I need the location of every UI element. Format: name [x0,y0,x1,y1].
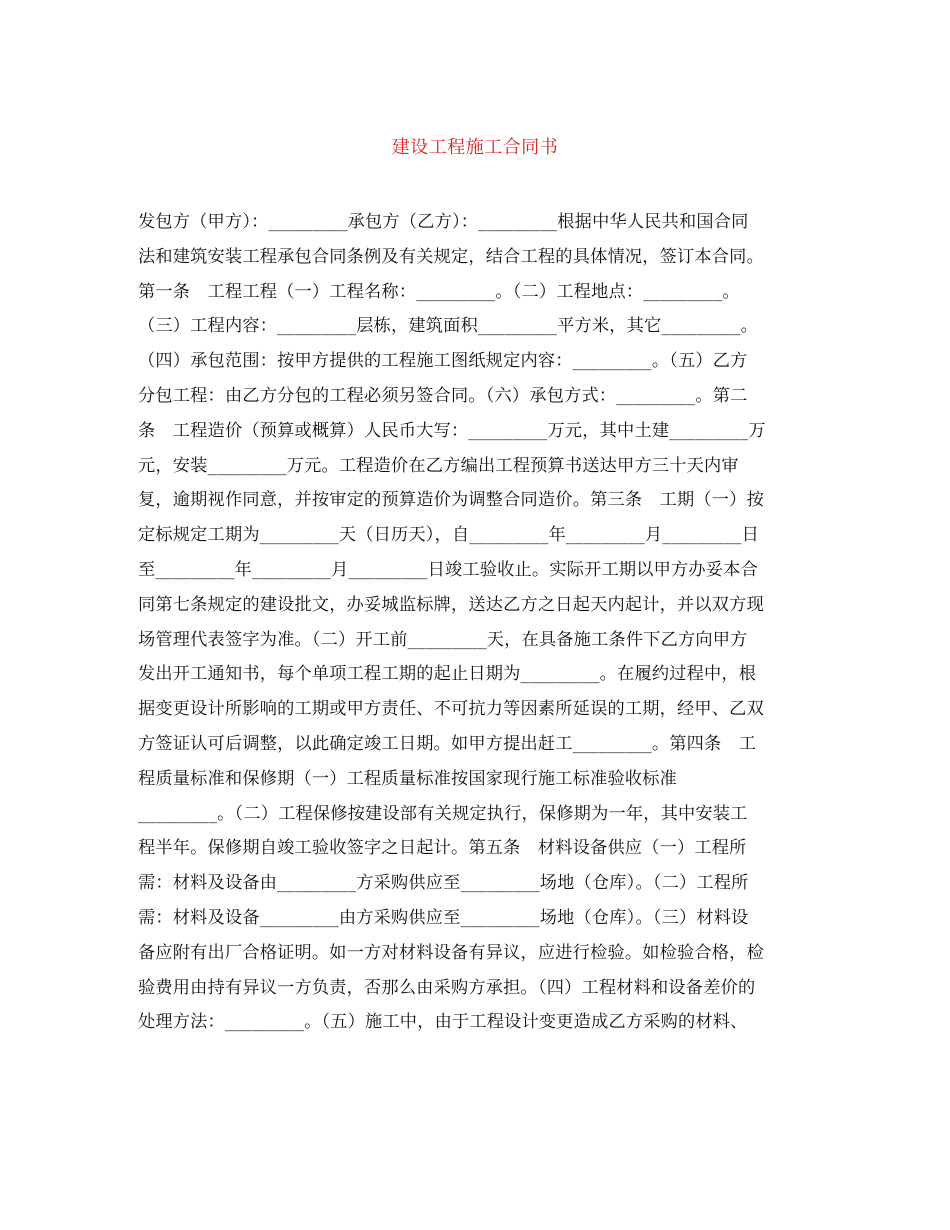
body-line: 备应附有出厂合格证明。如一方对材料设备有异议，应进行检验。如检验合格，检 [138,942,764,963]
body-line: （四）承包范围：按甲方提供的工程施工图纸规定内容：_________。（五）乙方 [138,351,748,372]
body-line: 验费用由持有异议一方负责，否那么由采购方承担。（四）工程材料和设备差价的 [138,977,756,998]
body-line: 场管理代表签字为准。（二）开工前_________天，在具备施工条件下乙方向甲方 [138,629,748,650]
body-line: 定标规定工期为_________天（日历天），自_________年_________月_________日 [138,525,759,546]
body-line: 元，安装_________万元。工程造价在乙方编出工程预算书送达甲方三十天内审 [138,455,739,476]
body-line: 方签证认可后调整，以此确定竣工日期。如甲方提出赶工_________。第四条 工 [138,733,757,754]
body-line: _________。（二）工程保修按建设部有关规定执行，保修期为一年，其中安装工 [138,803,748,824]
body-line: 需：材料及设备由_________方采购供应至_________场地（仓库）。（二）工程所 [138,873,749,894]
body-line: 需：材料及设备_________由方采购供应至_________场地（仓库）。（三）材料设 [138,907,749,928]
body-line: 至_________年_________月_________日竣工验收止。实际开工期以甲方办妥本合 [138,559,758,580]
document-title: 建设工程施工合同书 [391,137,559,158]
body-line: 据变更设计所影响的工期或甲方责任、不可抗力等因素所延误的工期，经甲、乙双 [138,699,764,720]
body-line: 第一条 工程工程（一）工程名称：_________。（二）工程地点：_________。 [138,281,740,302]
body-line: 条 工程造价（预算或概算）人民币大写：_________万元，其中土建_________万 [138,420,766,441]
body-line: 复，逾期视作同意，并按审定的预算造价为调整合同造价。第三条 工期（一）按 [138,490,764,511]
contract-body [138,205,818,1040]
body-line: 处理方法：_________。（五）施工中，由于工程设计变更造成乙方采购的材料、 [138,1012,748,1033]
body-line: 程质量标准和保修期（一）工程质量标准按国家现行施工标准验收标准 [138,768,678,789]
body-line: 发包方（甲方）：_________承包方（乙方）：_________根据中华人民共和国合同 [138,212,749,232]
body-line: 分包工程：由乙方分包的工程必须另签合同。（六）承包方式：_________。第二 [138,385,748,406]
body-line: 发出开工通知书，每个单项工程工期的起止日期为_________。在履约过程中，根 [138,664,757,685]
body-line: （三）工程内容：_________层栋，建筑面积_________平方米，其它_________。 [138,316,758,337]
body-line: 同第七条规定的建设批文，办妥城监标牌，送达乙方之日起天内起计，并以双方现 [138,594,764,615]
body-line: 程半年。保修期自竣工验收签字之日起计。第五条 材料设备供应（一）工程所 [138,838,747,859]
body-line: 法和建筑安装工程承包合同条例及有关规定，结合工程的具体情况，签订本合同。 [138,246,764,267]
